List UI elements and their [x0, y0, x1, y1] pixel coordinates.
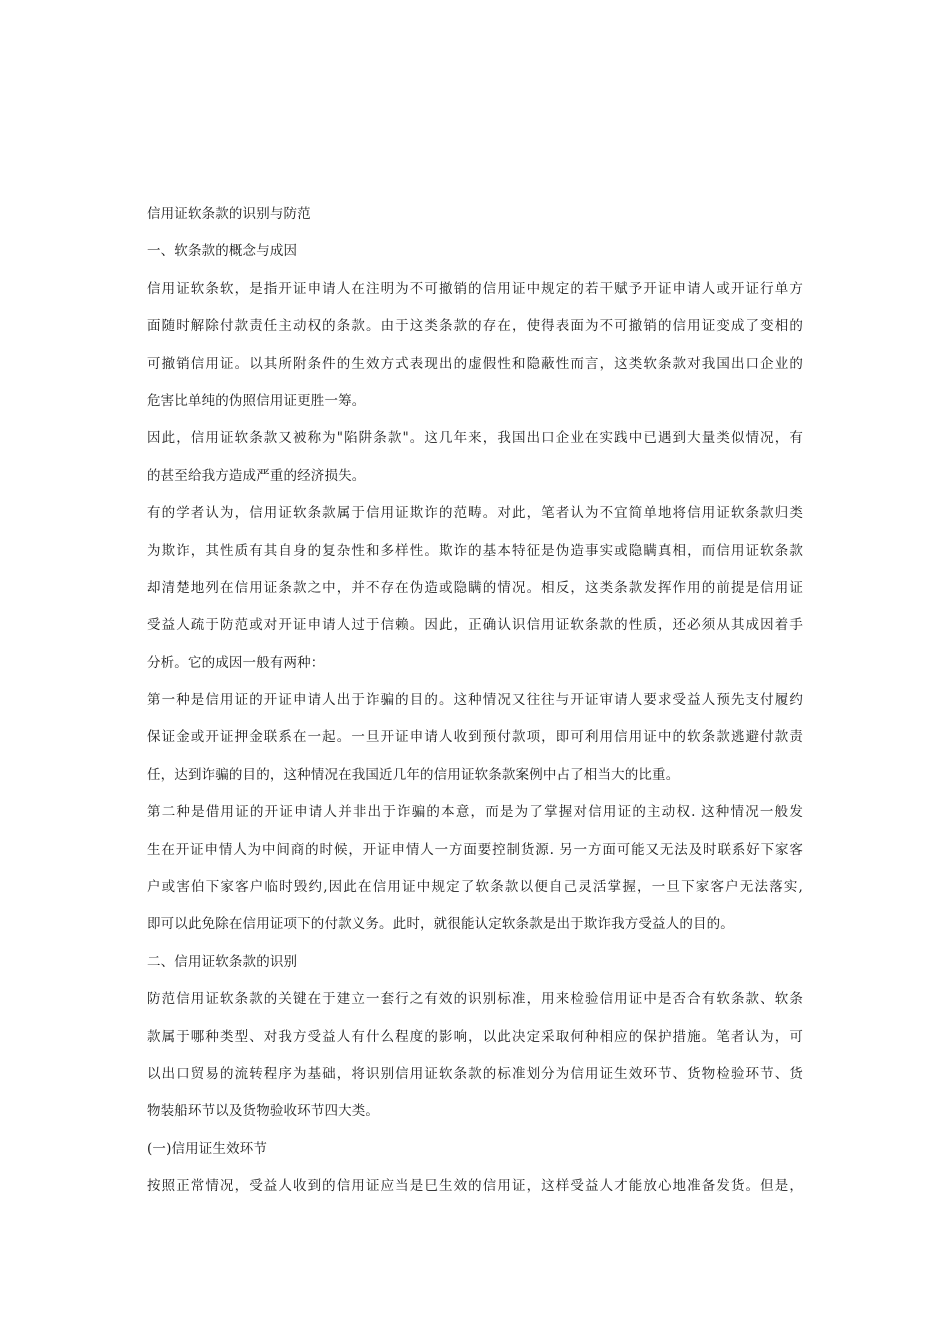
document-body	[147, 202, 803, 1212]
text-line: 户或害伯下家客户临时毁约,因此在信用证中规定了软条款以便自己灵活掌握，一旦下家客户无法落实,	[147, 879, 803, 896]
text-line: 有的学者认为，信用证软条款属于信用证欺诈的范畴。对此，笔者认为不宜简单地将信用证软条款归类	[147, 505, 803, 522]
text-line: 保证金或开证押金联系在一起。一旦开证申请人收到预付款项，即可利用信用证中的软条款逃避付款责	[147, 729, 803, 746]
text-line: 分析。它的成因一般有两种：	[147, 654, 325, 671]
text-line: 的甚至给我方造成严重的经济损失。	[147, 467, 366, 484]
text-line: 生在开证申情人为中间商的时候，开证申情人一方面要控制货源. 另一方面可能又无法及时联系好下家客	[147, 841, 803, 858]
text-line: 第二种是借用证的开证申请人并非出于诈骗的本意，而是为了掌握对信用证的主动权. 这种情况一般发	[147, 804, 803, 821]
text-line: 却清楚地列在信用证条款之中，并不存在伪造或隐瞒的情况。相反，这类条款发挥作用的前提是信用证	[147, 579, 803, 596]
text-line: 可撤销信用证。以其所附条件的生效方式表现出的虚假性和隐蔽性而言，这类软条款对我国出口企业的	[147, 355, 803, 372]
text-line: 危害比单纯的伪照信用证更胜一筹。	[147, 392, 366, 409]
text-line: 任，达到诈骗的目的，这种情况在我国近几年的信用证软条款案例中占了相当大的比重。	[147, 766, 680, 783]
text-line: 信用证软条软，是指开证申请人在注明为不可撤销的信用证中规定的若干赋予开证申请人或开证行单方	[147, 280, 803, 297]
text-line: 物装船环节以及货物验收环节四大类。	[147, 1103, 380, 1120]
text-line: 一、软条款的概念与成因	[147, 243, 298, 260]
text-line: 为欺诈，其性质有其自身的复杂性和多样性。欺诈的基本特征是伪造事实或隐瞒真相，而信用证软条款	[147, 542, 803, 559]
text-line: (一)信用证生效环节	[147, 1140, 268, 1157]
text-line: 第一种是信用证的开证申请人出于诈骗的目的。这种情况又往往与开证审请人要求受益人预先支付履约	[147, 692, 803, 709]
text-line: 即可以此免除在信用证项下的付款义务。此时，就很能认定软条款是出于欺诈我方受益人的目的。	[147, 916, 734, 933]
text-line: 面随时解除付款责任主动权的条款。由于这类条款的存在，使得表面为不可撤销的信用证变成了变相的	[147, 318, 803, 335]
text-line: 二、信用证软条款的识别	[147, 953, 298, 970]
text-line: 款属于哪种类型、对我方受益人有什么程度的影响，以此决定采取何种相应的保护措施。笔者认为，可	[147, 1028, 803, 1045]
text-line: 按照正常情况，受益人收到的信用证应当是巳生效的信用证，这样受益人才能放心地准备发货。但是，	[147, 1178, 803, 1195]
text-line: 因此，信用证软条款又被称为"陷阱条款"。这几年来，我国出口企业在实践中已遇到大量类似情况，有	[147, 430, 803, 447]
text-line: 信用证软条款的识别与防范	[147, 206, 311, 222]
text-line: 以出口贸易的流转程序为基础，将识别信用证软条款的标准划分为信用证生效环节、货物检验环节、货	[147, 1065, 803, 1082]
text-line: 防范信用证软条款的关键在于建立一套行之有效的识别标准，用来检验信用证中是否合有软条款、软条	[147, 991, 803, 1008]
text-line: 受益人疏于防范或对开证申请人过于信赖。因此，正确认识信用证软条款的性质，还必须从其成因着手	[147, 617, 803, 634]
